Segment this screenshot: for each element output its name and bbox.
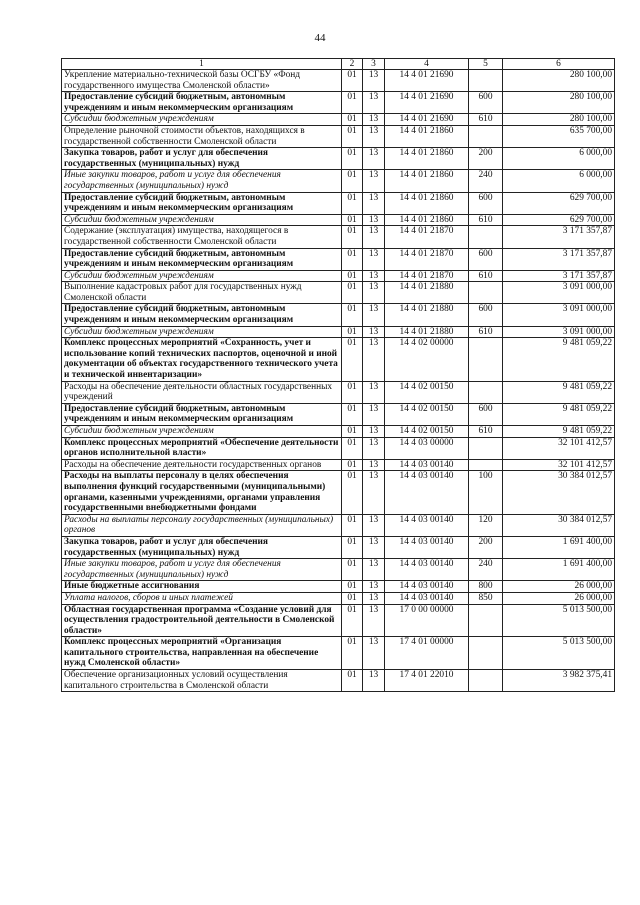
row-subsection: 13 [363, 536, 385, 558]
row-subsection: 13 [363, 581, 385, 593]
row-subsection: 13 [363, 214, 385, 226]
row-expense-type: 600 [469, 192, 503, 214]
header-col-4: 4 [385, 59, 469, 70]
row-expense-type [469, 226, 503, 248]
row-section: 01 [342, 226, 363, 248]
row-target-article: 14 4 01 21880 [385, 282, 469, 304]
row-subsection: 13 [363, 338, 385, 381]
row-section: 01 [342, 282, 363, 304]
row-section: 01 [342, 70, 363, 92]
table-row [62, 437, 615, 459]
row-expense-type: 200 [469, 148, 503, 170]
table-row [62, 459, 615, 471]
row-section: 01 [342, 214, 363, 226]
row-subsection: 13 [363, 192, 385, 214]
row-expense-type: 610 [469, 114, 503, 126]
row-subsection: 13 [363, 381, 385, 403]
row-name: Расходы на выплаты персоналу в целях обеспечения выполнения функций государственными (муниципальными) органами, казенными учреждениями, органами управления государственными внебюджетными фондами [62, 471, 342, 514]
row-target-article: 14 4 01 21860 [385, 214, 469, 226]
row-section: 01 [342, 437, 363, 459]
header-col-1: 1 [62, 59, 342, 70]
row-section: 01 [342, 148, 363, 170]
row-section: 01 [342, 326, 363, 338]
row-amount: 32 101 412,57 [503, 437, 615, 459]
row-target-article: 14 4 03 00140 [385, 459, 469, 471]
row-subsection: 13 [363, 248, 385, 270]
row-amount: 3 171 357,87 [503, 248, 615, 270]
table-row [62, 338, 615, 381]
row-subsection: 13 [363, 114, 385, 126]
row-amount: 30 384 012,57 [503, 471, 615, 514]
row-expense-type: 610 [469, 426, 503, 438]
row-subsection: 13 [363, 426, 385, 438]
row-target-article: 14 4 01 21860 [385, 192, 469, 214]
row-target-article: 14 4 03 00140 [385, 581, 469, 593]
row-expense-type [469, 70, 503, 92]
row-name: Определение рыночной стоимости объектов, находящихся в государственной собственности Смоленской области [62, 125, 342, 147]
row-subsection: 13 [363, 70, 385, 92]
row-expense-type [469, 459, 503, 471]
row-expense-type: 600 [469, 92, 503, 114]
row-amount: 280 100,00 [503, 114, 615, 126]
row-name: Комплекс процессных мероприятий «Сохранность, учет и использование копий технических паспортов, оценочной и иной документации об объектах государственного технического учета и технической инвентаризации» [62, 338, 342, 381]
row-subsection: 13 [363, 92, 385, 114]
row-section: 01 [342, 637, 363, 670]
row-subsection: 13 [363, 125, 385, 147]
row-section: 01 [342, 592, 363, 604]
row-section: 01 [342, 559, 363, 581]
row-target-article: 14 4 01 21690 [385, 70, 469, 92]
row-target-article: 14 4 01 21870 [385, 226, 469, 248]
row-section: 01 [342, 192, 363, 214]
row-amount: 30 384 012,57 [503, 514, 615, 536]
table-row [62, 604, 615, 637]
row-amount: 1 691 400,00 [503, 559, 615, 581]
row-target-article: 14 4 02 00150 [385, 426, 469, 438]
row-expense-type: 240 [469, 559, 503, 581]
row-expense-type: 100 [469, 471, 503, 514]
row-expense-type [469, 670, 503, 692]
row-name: Предоставление субсидий бюджетным, автономным учреждениям и иным некоммерческим организациям [62, 304, 342, 326]
table-row [62, 125, 615, 147]
row-name: Иные закупки товаров, работ и услуг для обеспечения государственных (муниципальных) нужд [62, 170, 342, 192]
table-row [62, 471, 615, 514]
row-target-article: 14 4 01 21880 [385, 326, 469, 338]
row-amount: 280 100,00 [503, 92, 615, 114]
table-row [62, 326, 615, 338]
row-subsection: 13 [363, 471, 385, 514]
row-subsection: 13 [363, 437, 385, 459]
row-section: 01 [342, 604, 363, 637]
table-row [62, 192, 615, 214]
row-target-article: 14 4 03 00140 [385, 471, 469, 514]
row-name: Укрепление материально-технической базы ОСГБУ «Фонд государственного имущества Смоленской области» [62, 70, 342, 92]
row-expense-type [469, 637, 503, 670]
row-name: Расходы на обеспечение деятельности областных государственных учреждений [62, 381, 342, 403]
row-expense-type: 200 [469, 536, 503, 558]
row-name: Иные закупки товаров, работ и услуг для обеспечения государственных (муниципальных) нужд [62, 559, 342, 581]
table-row [62, 559, 615, 581]
row-subsection: 13 [363, 637, 385, 670]
row-expense-type [469, 282, 503, 304]
row-name: Субсидии бюджетным учреждениям [62, 426, 342, 438]
row-amount: 5 013 500,00 [503, 637, 615, 670]
row-target-article: 14 4 01 21880 [385, 304, 469, 326]
row-amount: 26 000,00 [503, 581, 615, 593]
row-amount: 3 091 000,00 [503, 282, 615, 304]
row-section: 01 [342, 403, 363, 425]
header-col-5: 5 [469, 59, 503, 70]
row-expense-type: 120 [469, 514, 503, 536]
row-name: Расходы на обеспечение деятельности государственных органов [62, 459, 342, 471]
row-subsection: 13 [363, 304, 385, 326]
row-section: 01 [342, 670, 363, 692]
row-name: Закупка товаров, работ и услуг для обеспечения государственных (муниципальных) нужд [62, 536, 342, 558]
row-subsection: 13 [363, 403, 385, 425]
table-row [62, 170, 615, 192]
row-subsection: 13 [363, 170, 385, 192]
row-target-article: 14 4 01 21860 [385, 170, 469, 192]
row-target-article: 17 4 01 00000 [385, 637, 469, 670]
row-name: Субсидии бюджетным учреждениям [62, 326, 342, 338]
row-expense-type [469, 604, 503, 637]
row-expense-type: 610 [469, 214, 503, 226]
row-target-article: 14 4 01 21860 [385, 125, 469, 147]
row-target-article: 14 4 01 21870 [385, 248, 469, 270]
header-col-3: 3 [363, 59, 385, 70]
row-name: Предоставление субсидий бюджетным, автономным учреждениям и иным некоммерческим организациям [62, 92, 342, 114]
row-expense-type [469, 381, 503, 403]
row-section: 01 [342, 459, 363, 471]
row-amount: 9 481 059,22 [503, 403, 615, 425]
row-target-article: 14 4 02 00000 [385, 338, 469, 381]
row-name: Комплекс процессных мероприятий «Организация капитального строительства, направленная на обеспечение нужд Смоленской области» [62, 637, 342, 670]
table-row [62, 426, 615, 438]
row-name: Комплекс процессных мероприятий «Обеспечение деятельности органов исполнительной власти» [62, 437, 342, 459]
table-row [62, 637, 615, 670]
row-amount: 3 171 357,87 [503, 226, 615, 248]
row-section: 01 [342, 92, 363, 114]
row-amount: 6 000,00 [503, 170, 615, 192]
row-amount: 9 481 059,22 [503, 338, 615, 381]
row-expense-type: 600 [469, 248, 503, 270]
row-section: 01 [342, 471, 363, 514]
row-amount: 5 013 500,00 [503, 604, 615, 637]
row-expense-type [469, 338, 503, 381]
table-row [62, 581, 615, 593]
row-section: 01 [342, 536, 363, 558]
table-row [62, 592, 615, 604]
row-section: 01 [342, 514, 363, 536]
row-name: Расходы на выплаты персоналу государственных (муниципальных) органов [62, 514, 342, 536]
row-section: 01 [342, 338, 363, 381]
row-target-article: 14 4 02 00150 [385, 403, 469, 425]
table-row [62, 403, 615, 425]
row-subsection: 13 [363, 559, 385, 581]
row-section: 01 [342, 426, 363, 438]
row-target-article: 14 4 01 21690 [385, 114, 469, 126]
table-header-row [62, 59, 615, 70]
row-subsection: 13 [363, 514, 385, 536]
row-name: Субсидии бюджетным учреждениям [62, 270, 342, 282]
row-name: Субсидии бюджетным учреждениям [62, 114, 342, 126]
row-name: Предоставление субсидий бюджетным, автономным учреждениям и иным некоммерческим организациям [62, 248, 342, 270]
row-target-article: 14 4 03 00140 [385, 536, 469, 558]
row-amount: 3 091 000,00 [503, 326, 615, 338]
page-number: 44 [314, 32, 326, 44]
row-section: 01 [342, 270, 363, 282]
table-row [62, 670, 615, 692]
table-row [62, 226, 615, 248]
row-expense-type: 610 [469, 270, 503, 282]
row-subsection: 13 [363, 148, 385, 170]
row-target-article: 17 0 00 00000 [385, 604, 469, 637]
row-amount: 629 700,00 [503, 214, 615, 226]
table-row [62, 536, 615, 558]
row-subsection: 13 [363, 604, 385, 637]
row-expense-type [469, 437, 503, 459]
row-section: 01 [342, 125, 363, 147]
row-amount: 1 691 400,00 [503, 536, 615, 558]
row-expense-type: 800 [469, 581, 503, 593]
row-name: Закупка товаров, работ и услуг для обеспечения государственных (муниципальных) нужд [62, 148, 342, 170]
row-name: Содержание (эксплуатация) имущества, находящегося в государственной собственности Смоленской области [62, 226, 342, 248]
table-row [62, 282, 615, 304]
row-expense-type: 850 [469, 592, 503, 604]
row-name: Субсидии бюджетным учреждениям [62, 214, 342, 226]
row-subsection: 13 [363, 670, 385, 692]
header-col-2: 2 [342, 59, 363, 70]
row-amount: 32 101 412,57 [503, 459, 615, 471]
table-row [62, 514, 615, 536]
table-row [62, 70, 615, 92]
row-name: Выполнение кадастровых работ для государственных нужд Смоленской области [62, 282, 342, 304]
row-target-article: 14 4 03 00140 [385, 592, 469, 604]
row-amount: 3 982 375,41 [503, 670, 615, 692]
row-subsection: 13 [363, 326, 385, 338]
row-subsection: 13 [363, 282, 385, 304]
row-target-article: 14 4 03 00140 [385, 514, 469, 536]
row-subsection: 13 [363, 592, 385, 604]
row-amount: 6 000,00 [503, 148, 615, 170]
row-subsection: 13 [363, 270, 385, 282]
row-target-article: 17 4 01 22010 [385, 670, 469, 692]
table-row [62, 92, 615, 114]
row-target-article: 14 4 01 21690 [385, 92, 469, 114]
row-amount: 26 000,00 [503, 592, 615, 604]
table-row [62, 270, 615, 282]
row-target-article: 14 4 02 00150 [385, 381, 469, 403]
row-section: 01 [342, 248, 363, 270]
row-name: Областная государственная программа «Создание условий для осуществления градостроительной деятельности в Смоленской области» [62, 604, 342, 637]
row-amount: 3 091 000,00 [503, 304, 615, 326]
row-expense-type [469, 125, 503, 147]
row-subsection: 13 [363, 459, 385, 471]
row-subsection: 13 [363, 226, 385, 248]
table-row [62, 381, 615, 403]
row-section: 01 [342, 381, 363, 403]
table-row [62, 114, 615, 126]
row-section: 01 [342, 170, 363, 192]
row-expense-type: 600 [469, 403, 503, 425]
row-amount: 629 700,00 [503, 192, 615, 214]
row-name: Уплата налогов, сборов и иных платежей [62, 592, 342, 604]
header-col-6: 6 [503, 59, 615, 70]
row-expense-type: 240 [469, 170, 503, 192]
row-section: 01 [342, 581, 363, 593]
row-amount: 3 171 357,87 [503, 270, 615, 282]
row-amount: 635 700,00 [503, 125, 615, 147]
row-target-article: 14 4 01 21870 [385, 270, 469, 282]
row-name: Обеспечение организационных условий осуществления капитального строительства в Смоленской области [62, 670, 342, 692]
row-name: Предоставление субсидий бюджетным, автономным учреждениям и иным некоммерческим организациям [62, 403, 342, 425]
row-section: 01 [342, 304, 363, 326]
row-name: Иные бюджетные ассигнования [62, 581, 342, 593]
row-amount: 9 481 059,22 [503, 381, 615, 403]
row-target-article: 14 4 03 00140 [385, 559, 469, 581]
row-target-article: 14 4 03 00000 [385, 437, 469, 459]
table-row [62, 248, 615, 270]
row-expense-type: 610 [469, 326, 503, 338]
row-target-article: 14 4 01 21860 [385, 148, 469, 170]
row-expense-type: 600 [469, 304, 503, 326]
row-amount: 9 481 059,22 [503, 426, 615, 438]
table-row [62, 304, 615, 326]
table-row [62, 214, 615, 226]
budget-table [61, 58, 615, 692]
row-section: 01 [342, 114, 363, 126]
row-name: Предоставление субсидий бюджетным, автономным учреждениям и иным некоммерческим организациям [62, 192, 342, 214]
row-amount: 280 100,00 [503, 70, 615, 92]
table-row [62, 148, 615, 170]
